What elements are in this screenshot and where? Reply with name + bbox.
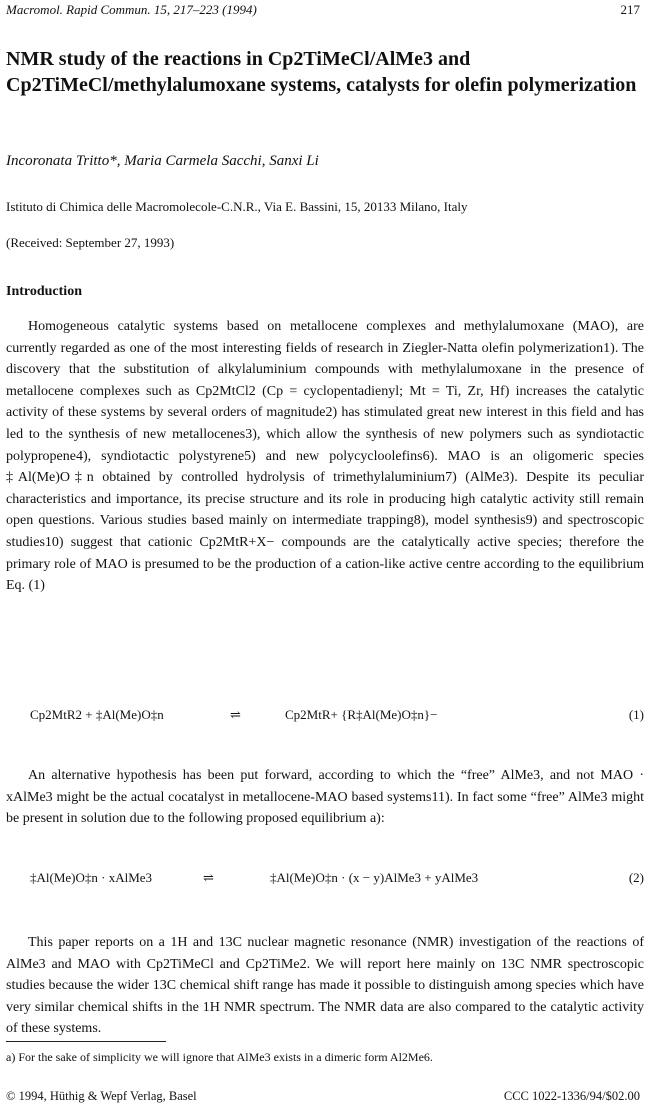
equation-1	[30, 707, 644, 727]
received-date: (Received: September 27, 1993)	[6, 235, 175, 250]
equation-1-left: Cp2MtR2 + ‡Al(Me)O‡n	[30, 707, 164, 722]
footnote: a) For the sake of simplicity we will ignore that AlMe3 exists in a dimeric form Al2Me6.	[6, 1050, 433, 1064]
article-title: NMR study of the reactions in Cp2TiMeCl/AlMe3 and Cp2TiMeCl/methylalumoxane systems, catalysts for olefin polymerization	[6, 48, 637, 96]
running-head: Macromol. Rapid Commun. 15, 217–223 (1994)	[6, 2, 257, 17]
paragraph: An alternative hypothesis has been put forward, according to which the “free” AlMe3, and not MAO · xAlMe3 might be the actual cocatalyst in metallocene-MAO based systems11). In fact some “free” AlMe3 might be present in solution due to the following proposed equilibrium a):	[6, 768, 644, 827]
paragraph: Homogeneous catalytic systems based on metallocene complexes and methylalumoxane (MAO), are currently regarded as one of the most interesting fields of research in Ziegler-Natta olefin polymerization1). The discovery that the substitution of alkylaluminium compounds with methylalumoxane in the presence of metallocene complexes such as Cp2MtCl2 (Cp = cyclopentadienyl; Mt = Ti, Zr, Hf) increases the catalytic activity of these systems by several orders of magnitude2) has stimulated great new interest in this field and has led to the synthesis of new metallocenes3), which allow the synthesis of new polymers such as syndiotactic polypropene4), syndiotactic polystyrene5) and new polycycloolefins6). MAO is an oligomeric species ‡Al(Me)O‡n obtained by controlled hydrolysis of trimethylaluminium7) (AlMe3). Despite its peculiar characteristics and importance, its precise structure and its role in producing high catalytic activity still remain open questions. Various studies based mainly on intermediate trapping8), model synthesis9) and spectroscopic studies10) suggest that cationic Cp2MtR+X− compounds are the catalytically active species; therefore the primary role of MAO is presumed to be the production of a cation-like active centre according to the equilibrium Eq. (1)	[6, 319, 644, 594]
equation-1-number: (1)	[628, 707, 644, 722]
section-heading-introduction: Introduction	[6, 284, 82, 299]
equilibrium-arrow-icon: ⇌	[230, 707, 241, 722]
equation-2-right: ‡Al(Me)O‡n · (x − y)AlMe3 + yAlMe3	[270, 870, 479, 885]
equation-2-number: (2)	[628, 870, 644, 885]
affiliation: Istituto di Chimica delle Macromolecole-C.N.R., Via E. Bassini, 15, 20133 Milano, Italy	[6, 199, 468, 214]
paragraph: This paper reports on a 1H and 13C nuclear magnetic resonance (NMR) investigation of the reactions of AlMe3 and MAO with Cp2TiMeCl and Cp2TiMe2. We will report here mainly on 13C NMR spectroscopic studies because the wider 13C chemical shift range has made it possible to distinguish among species which have very similar chemical shifts in the 1H NMR spectrum. The NMR data are also compared to the catalytic activity of these systems.	[6, 935, 644, 1037]
ccc-code: CCC 1022-1336/94/$02.00	[503, 1089, 640, 1103]
footnote-divider	[6, 1041, 166, 1042]
copyright-notice: © 1994, Hüthig & Wepf Verlag, Basel	[6, 1089, 197, 1103]
equation-2	[30, 870, 644, 890]
page-number: 217	[620, 2, 640, 17]
equation-2-left: ‡Al(Me)O‡n · xAlMe3	[30, 870, 153, 885]
equation-1-right: Cp2MtR+ {R‡Al(Me)O‡n}−	[285, 707, 438, 722]
equilibrium-arrow-icon: ⇌	[203, 870, 214, 885]
authors: Incoronata Tritto*, Maria Carmela Sacchi, Sanxi Li	[6, 153, 319, 169]
